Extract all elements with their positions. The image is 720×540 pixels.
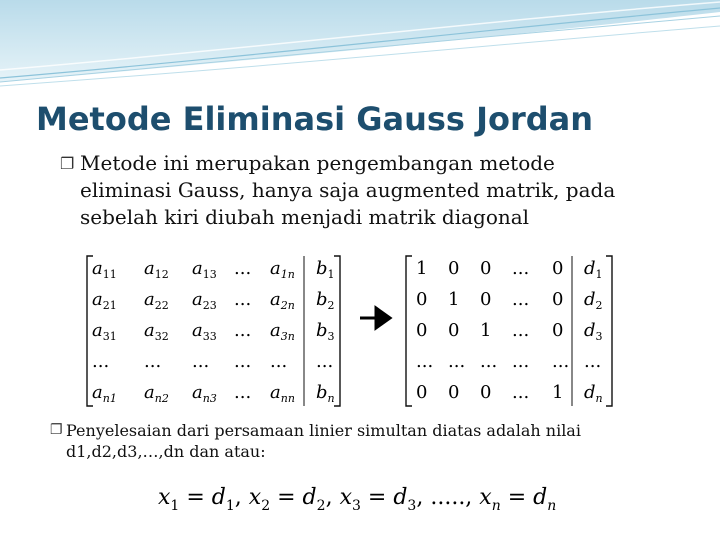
matrix-entry: $a_{n1}$ [92,382,117,405]
matrix-entry: $d_1$ [584,258,603,281]
matrix-entry: $d_n$ [584,382,603,405]
matrix-entry: 0 [448,258,460,279]
matrix-entry: ... [144,351,162,372]
matrix-entry: 0 [480,382,492,403]
matrix-entry: ... [512,351,530,372]
matrix-entry: $b_1$ [316,258,335,281]
bullet-1-line-1: Metode ini merupakan pengembangan metode [80,151,555,175]
matrix-entry: ... [92,351,110,372]
right-matrix-bracket-left [406,256,412,406]
left-matrix-bracket-right [334,256,340,406]
matrix-entry: 0 [448,382,460,403]
matrix-entry: ... [234,351,252,372]
matrix-entry: 0 [552,289,564,310]
matrix-entry: 1 [448,289,460,310]
right-arrow-icon [360,308,390,328]
matrix-entry: $b_2$ [316,289,335,312]
matrix-entry: 0 [552,320,564,341]
matrix-entry: $a_{22}$ [144,289,169,312]
bullet-icon: ❐ [50,422,63,438]
matrix-entry: $d_3$ [584,320,603,343]
matrix-entry: ... [234,382,252,403]
matrix-entry: ... [234,320,252,341]
matrix-entry: $a_{12}$ [144,258,169,281]
matrix-entry: 1 [552,382,564,403]
matrix-entry: $d_2$ [584,289,603,312]
matrix-entry: $a_{3n}$ [270,320,295,343]
matrix-entry: ... [270,351,288,372]
matrix-entry: $b_3$ [316,320,335,343]
matrix-entry: 0 [552,258,564,279]
matrix-entry: 1 [480,320,492,341]
matrix-entry: $a_{33}$ [192,320,217,343]
bullet-2-line-1: Penyelesaian dari persamaan linier simultan diatas adalah nilai [66,421,581,440]
matrix-entry: ... [552,351,570,372]
matrix-entry: $a_{n3}$ [192,382,217,405]
matrix-entry: ... [448,351,466,372]
solution-text: $x_1 = d_1$, $x_2 = d_2$, $x_3 = d_3$, ....., $x_n = d_n$ [158,485,557,514]
matrix-entry: ... [234,258,252,279]
matrix-entry: ... [316,351,334,372]
matrix-entry: 1 [416,258,428,279]
matrix-entry: $a_{1n}$ [270,258,295,281]
bullet-1 [60,150,660,231]
page-title: Metode Eliminasi Gauss Jordan [36,100,594,138]
header-decoration [0,0,720,92]
matrix-entry: ... [512,289,530,310]
matrix-entry: 0 [416,320,428,341]
matrix-diagram [84,250,624,415]
matrix-entry: 0 [448,320,460,341]
matrix-entry: 0 [416,289,428,310]
matrix-entry: $a_{2n}$ [270,289,295,312]
right-matrix-bracket-right [606,256,612,406]
solution-equation [150,478,570,518]
matrix-entry: $a_{nn}$ [270,382,295,405]
matrix-entry: 0 [416,382,428,403]
bullet-1-line-2: eliminasi Gauss, hanya saja augmented matrik, pada [80,178,616,202]
matrix-entry: 0 [480,289,492,310]
bullet-2 [50,420,686,462]
bullet-1-line-3: sebelah kiri diubah menjadi matrik diagonal [80,205,530,229]
matrix-entry: ... [512,258,530,279]
bullet-icon: ❐ [60,154,75,173]
matrix-entry: ... [192,351,210,372]
matrix-entry: $a_{21}$ [92,289,117,312]
matrix-entry: $a_{11}$ [92,258,117,281]
matrix-entry: ... [512,382,530,403]
matrix-entry: $a_{31}$ [92,320,117,343]
matrix-entry: $a_{n2}$ [144,382,169,405]
matrix-entry: $a_{13}$ [192,258,217,281]
matrix-entry: $b_n$ [316,382,335,405]
matrix-entry: 0 [480,258,492,279]
matrix-entry: ... [512,320,530,341]
matrix-entry: ... [234,289,252,310]
matrix-entry: $a_{23}$ [192,289,217,312]
matrix-entry: ... [416,351,434,372]
matrix-entry: ... [480,351,498,372]
bullet-2-line-2: d1,d2,d3,…,dn dan atau: [66,442,266,461]
matrix-entry: $a_{32}$ [144,320,169,343]
matrix-entry: ... [584,351,602,372]
